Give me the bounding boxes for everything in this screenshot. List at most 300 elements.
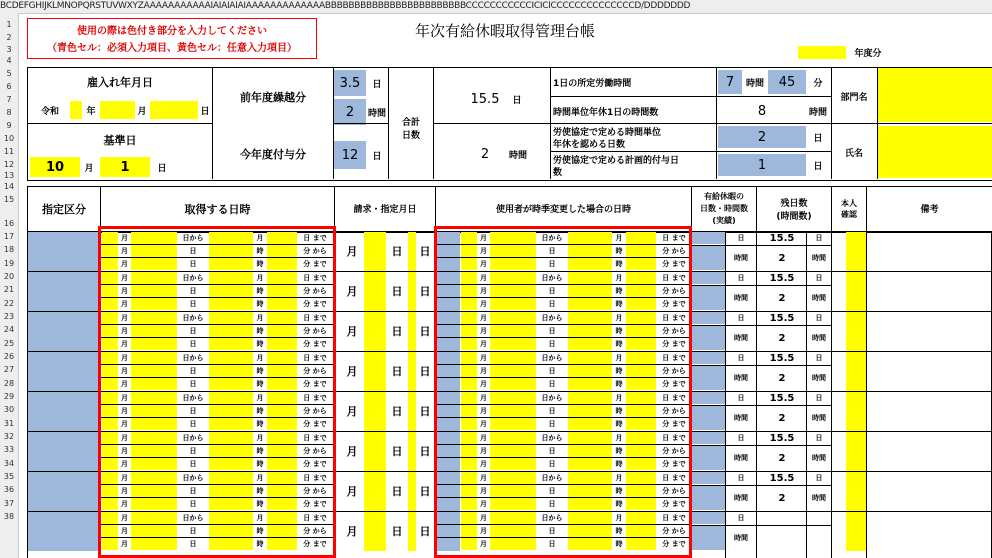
remaining-days-unit: 日 [815, 394, 823, 402]
actual-days-unit: 日 [737, 234, 745, 242]
changed-label: 分 から [662, 366, 686, 375]
row-number: 7 [6, 95, 12, 104]
total-hours-unit: 時間 [508, 150, 527, 161]
acquired-label: 月 [256, 273, 264, 282]
grid-line [691, 485, 831, 486]
actual-days-input[interactable] [692, 472, 725, 484]
requested-day-unit: 日 [419, 445, 431, 458]
requested-day-input[interactable] [408, 512, 416, 551]
changed-label: 時 [615, 420, 623, 429]
remaining-hours-value: 2 [778, 452, 786, 464]
grid-line [691, 365, 831, 366]
header-requested: 請求・指定月日 [353, 205, 417, 215]
requested-month-input[interactable] [364, 512, 386, 551]
changed-label: 時 [615, 460, 623, 469]
changed-label: 月 [480, 246, 487, 255]
planned-label-1: 労使協定で定める計画的付与日 [553, 155, 680, 165]
acquired-label: 月 [121, 340, 128, 349]
acquired-label: 分 まで [303, 300, 327, 309]
requested-day-input[interactable] [408, 232, 416, 271]
actual-hours-unit: 時間 [734, 294, 748, 302]
grid-line [691, 325, 831, 326]
grid-line [691, 405, 831, 406]
dept-label: 部門名 [840, 92, 868, 103]
requested-day-label: 日 [391, 325, 403, 338]
changed-label: 時 [615, 340, 623, 349]
designation-input[interactable] [28, 512, 100, 551]
changed-label: 日から [541, 393, 563, 402]
hire-era-input[interactable] [70, 101, 82, 119]
changed-label: 日 [548, 326, 556, 335]
confirm-input[interactable] [846, 472, 866, 511]
this-days-input[interactable]: 12 [334, 141, 366, 169]
acquired-label: 時 [256, 286, 264, 295]
acquired-label: 日から [182, 273, 204, 282]
header-acquired: 取得する日時 [184, 202, 251, 216]
acquired-label: 月 [121, 500, 128, 509]
requested-month-label: 月 [346, 405, 358, 418]
changed-label: 分 まで [662, 420, 686, 429]
row-number: 6 [6, 82, 12, 91]
row-number: 36 [3, 485, 15, 494]
row-number: 9 [6, 121, 12, 130]
acquired-label: 日 [189, 340, 197, 349]
requested-day-label: 日 [391, 405, 403, 418]
row-number: 15 [3, 195, 15, 204]
actual-hours-input[interactable] [692, 246, 725, 270]
year-label: 年 [86, 106, 96, 117]
acquired-label: 日 [189, 420, 197, 429]
grid-line [756, 231, 757, 558]
acquired-label: 時 [256, 246, 264, 255]
changed-label: 月 [480, 500, 487, 509]
base-month-label: 月 [84, 163, 94, 174]
remaining-days-value: 15.5 [769, 392, 795, 404]
remaining-days-value: 15.5 [769, 272, 795, 284]
changed-label: 月 [480, 260, 487, 269]
acquired-label: 月 [121, 246, 128, 255]
row-number: 11 [3, 147, 15, 156]
total-label-1: 合計 [401, 117, 420, 128]
actual-days-unit: 日 [737, 434, 745, 442]
changed-label: 分 から [662, 486, 686, 495]
acquired-label: 月 [121, 286, 128, 295]
base-month-input[interactable]: 10 [30, 157, 80, 177]
actual-days-input[interactable] [692, 352, 725, 364]
changed-label: 月 [615, 313, 623, 322]
acquired-label: 日 [189, 260, 197, 269]
changed-label: 日 [548, 500, 556, 509]
requested-month-input[interactable] [364, 352, 386, 391]
requested-day-input[interactable] [408, 392, 416, 431]
grid-line [691, 525, 831, 526]
requested-month-input[interactable] [364, 392, 386, 431]
changed-label: 月 [615, 273, 623, 282]
row-number: 28 [3, 379, 15, 388]
confirm-input[interactable] [846, 232, 866, 271]
acquired-label: 日 まで [303, 233, 327, 242]
changed-label: 分 まで [662, 460, 686, 469]
row-number: 14 [3, 182, 15, 191]
acquired-label: 時 [256, 446, 264, 455]
work-hours-unit: 時間 [745, 78, 764, 89]
requested-day-label: 日 [391, 445, 403, 458]
actual-hours-unit: 時間 [734, 454, 748, 462]
this-days-unit: 日 [372, 151, 382, 162]
designation-input[interactable] [28, 312, 100, 351]
base-day-label: 日 [157, 163, 167, 174]
changed-label: 時 [615, 540, 623, 549]
actual-hours-input[interactable] [692, 486, 725, 510]
requested-month-input[interactable] [364, 312, 386, 351]
header-remaining-2: (時間数) [776, 211, 812, 221]
changed-label: 月 [480, 313, 487, 322]
row-number: 29 [3, 392, 15, 401]
acquired-label: 日 [189, 460, 197, 469]
changed-label: 月 [615, 433, 623, 442]
requested-month-input[interactable] [364, 472, 386, 511]
actual-hours-input[interactable] [692, 406, 725, 430]
changed-label: 月 [480, 393, 487, 402]
confirm-input[interactable] [846, 352, 866, 391]
acquired-label: 日 まで [303, 433, 327, 442]
row-number: 19 [3, 259, 15, 268]
acquired-label: 月 [121, 513, 128, 522]
actual-days-input[interactable] [692, 272, 725, 284]
header-confirm-2: 確認 [841, 210, 857, 219]
row-number: 35 [3, 472, 15, 481]
changed-label: 日 [548, 446, 556, 455]
dept-input[interactable] [878, 68, 992, 122]
row-number: 1 [6, 20, 12, 29]
remaining-days-unit: 日 [815, 354, 823, 362]
work-minutes-unit: 分 [813, 78, 823, 89]
requested-day-label: 日 [391, 245, 403, 258]
acquired-label: 日から [182, 433, 204, 442]
row-header [0, 13, 19, 558]
designation-input[interactable] [28, 232, 100, 271]
acquired-label: 日 [189, 286, 197, 295]
total-days-unit: 日 [512, 95, 522, 106]
designation-input[interactable] [28, 352, 100, 391]
changed-label: 月 [480, 513, 487, 522]
hire-date-label: 雇入れ年月日 [87, 76, 153, 89]
base-day-input[interactable]: 1 [100, 157, 150, 177]
acquired-label: 月 [121, 353, 128, 362]
acquired-label: 日 [189, 380, 197, 389]
changed-label: 日 [548, 340, 556, 349]
changed-label: 日 [548, 300, 556, 309]
acquired-label: 分 まで [303, 340, 327, 349]
confirm-input[interactable] [846, 312, 866, 351]
requested-day-input[interactable] [408, 432, 416, 471]
acquired-label: 日から [182, 233, 204, 242]
actual-days-unit: 日 [737, 314, 745, 322]
requested-day-input[interactable] [408, 352, 416, 391]
planned-input[interactable]: 1 [718, 154, 806, 176]
prev-hours-unit: 時間 [367, 108, 386, 119]
name-input[interactable] [878, 126, 992, 178]
changed-label: 月 [615, 233, 623, 242]
changed-label: 日から [541, 513, 563, 522]
actual-days-input[interactable] [692, 512, 725, 524]
remaining-hours-value: 2 [778, 252, 786, 264]
changed-label: 日 [548, 420, 556, 429]
acquired-label: 時 [256, 486, 264, 495]
header-remarks: 備考 [920, 205, 939, 215]
acquired-label: 日 [189, 366, 197, 375]
row-number: 24 [3, 325, 15, 334]
acquired-label: 分 まで [303, 260, 327, 269]
changed-label: 時 [615, 260, 623, 269]
prev-hours-input[interactable]: 2 [334, 99, 366, 125]
row-number: 2 [6, 33, 12, 42]
acquired-label: 月 [121, 473, 128, 482]
requested-month-input[interactable] [364, 432, 386, 471]
work-minutes-input[interactable]: 45 [768, 70, 806, 94]
confirm-input[interactable] [846, 392, 866, 431]
row-number: 26 [3, 352, 15, 361]
acquired-label: 分 から [303, 526, 327, 535]
work-hours-label: 1日の所定労働時間 [553, 78, 632, 89]
acquired-label: 日 まで [303, 513, 327, 522]
header-remaining-1: 残日数 [780, 198, 808, 208]
acquired-label: 日 [189, 406, 197, 415]
changed-label: 日から [541, 473, 563, 482]
agreement-days-unit: 日 [813, 133, 823, 144]
actual-hours-input[interactable] [692, 326, 725, 350]
requested-day-label: 日 [391, 365, 403, 378]
actual-days-input[interactable] [692, 392, 725, 404]
acquired-label: 月 [121, 393, 128, 402]
grid-line [691, 445, 831, 446]
changed-label: 時 [615, 246, 623, 255]
actual-days-unit: 日 [737, 394, 745, 402]
remaining-days-unit: 日 [815, 434, 823, 442]
changed-label: 月 [480, 473, 487, 482]
acquired-label: 日 [189, 246, 197, 255]
total-label-2: 日数 [401, 130, 420, 141]
requested-month-label: 月 [346, 525, 358, 538]
row-number: 32 [3, 432, 15, 441]
changed-label: 月 [480, 526, 487, 535]
grid-line [691, 245, 831, 246]
acquired-label: 日 まで [303, 353, 327, 362]
requested-day-input[interactable] [408, 472, 416, 511]
changed-label: 月 [480, 420, 487, 429]
changed-label: 月 [480, 540, 487, 549]
changed-label: 月 [480, 433, 487, 442]
row-number: 37 [3, 499, 15, 508]
acquired-label: 日から [182, 313, 204, 322]
agreement-days-input[interactable]: 2 [718, 126, 806, 148]
changed-label: 日 [548, 460, 556, 469]
planned-label-2: 数 [553, 167, 563, 177]
acquired-label: 分 から [303, 366, 327, 375]
work-hours-input[interactable]: 7 [718, 70, 742, 94]
remaining-days-value: 15.5 [769, 432, 795, 444]
changed-label: 月 [480, 286, 487, 295]
acquired-label: 月 [121, 260, 128, 269]
requested-day-label: 日 [391, 525, 403, 538]
header-designation: 指定区分 [42, 202, 86, 216]
acquired-label: 日 まで [303, 313, 327, 322]
prev-carryover-label: 前年度繰越分 [240, 91, 306, 104]
changed-label: 月 [480, 460, 487, 469]
remaining-days-unit: 日 [815, 474, 823, 482]
requested-month-label: 月 [346, 245, 358, 258]
acquired-label: 時 [256, 260, 264, 269]
row-number: 16 [3, 219, 15, 228]
total-days-value: 15.5 [470, 91, 500, 107]
fiscal-year-suffix: 年度分 [854, 49, 882, 59]
changed-label: 月 [480, 353, 487, 362]
actual-hours-input[interactable] [692, 526, 725, 550]
changed-label: 日から [541, 433, 563, 442]
remaining-hours-value: 2 [778, 372, 786, 384]
changed-label: 日 [548, 260, 556, 269]
acquired-label: 日から [182, 473, 204, 482]
changed-label: 月 [480, 406, 487, 415]
changed-label: 時 [615, 486, 623, 495]
requested-day-input[interactable] [408, 272, 416, 311]
changed-label: 月 [615, 513, 623, 522]
designation-input[interactable] [28, 472, 100, 511]
day-label: 日 [200, 106, 210, 117]
changed-label: 分 から [662, 246, 686, 255]
grid-line [831, 231, 832, 558]
changed-label: 日から [541, 313, 563, 322]
header-changed: 使用者が時季変更した場合の日時 [495, 205, 631, 215]
acquired-label: 月 [256, 513, 264, 522]
designation-input[interactable] [28, 432, 100, 471]
fiscal-year-input[interactable] [798, 46, 846, 59]
remaining-hours-unit: 時間 [812, 414, 826, 422]
hire-month-input[interactable] [150, 101, 198, 119]
header-actual-1: 有給休暇の [704, 191, 744, 201]
acquired-label: 日 [189, 446, 197, 455]
requested-month-label: 月 [346, 485, 358, 498]
acquired-label: 日 まで [303, 473, 327, 482]
changed-label: 日 [548, 380, 556, 389]
acquired-label: 月 [121, 300, 128, 309]
requested-day-input[interactable] [408, 312, 416, 351]
row-number: 21 [3, 285, 15, 294]
acquired-label: 月 [121, 526, 128, 535]
actual-hours-unit: 時間 [734, 414, 748, 422]
acquired-label: 分 まで [303, 380, 327, 389]
changed-label: 日 まで [662, 433, 686, 442]
changed-label: 時 [615, 326, 623, 335]
acquired-label: 月 [121, 540, 128, 549]
changed-label: 時 [615, 366, 623, 375]
changed-label: 月 [480, 380, 487, 389]
row-number: 27 [3, 365, 15, 374]
total-hours-value: 2 [480, 146, 490, 162]
acquired-label: 月 [256, 233, 264, 242]
acquired-label: 時 [256, 420, 264, 429]
acquired-label: 月 [256, 433, 264, 442]
hire-year-input[interactable] [100, 101, 135, 119]
remaining-hours-value: 2 [778, 412, 786, 424]
changed-label: 分 まで [662, 300, 686, 309]
changed-label: 日 まで [662, 313, 686, 322]
actual-hours-input[interactable] [692, 366, 725, 390]
remaining-days-unit: 日 [815, 234, 823, 242]
prev-days-input[interactable]: 3.5 [334, 70, 366, 96]
designation-input[interactable] [28, 392, 100, 431]
remaining-days-unit: 日 [815, 314, 823, 322]
changed-label: 時 [615, 446, 623, 455]
actual-days-unit: 日 [737, 354, 745, 362]
acquired-label: 月 [121, 380, 128, 389]
requested-month-input[interactable] [364, 272, 386, 311]
changed-label: 分 まで [662, 340, 686, 349]
requested-day-unit: 日 [419, 525, 431, 538]
changed-label: 分 から [662, 406, 686, 415]
changed-label: 日 [548, 540, 556, 549]
row-number: 12 [3, 160, 15, 169]
actual-days-input[interactable] [692, 312, 725, 324]
confirm-input[interactable] [846, 432, 866, 471]
row-number: 18 [3, 245, 15, 254]
confirm-input[interactable] [846, 512, 866, 551]
grid-line [806, 231, 807, 558]
changed-label: 時 [615, 526, 623, 535]
changed-label: 月 [480, 233, 487, 242]
acquired-label: 分 から [303, 486, 327, 495]
actual-hours-input[interactable] [692, 286, 725, 310]
agreement-days-label-1: 労使協定で定める時間単位 [553, 127, 662, 137]
row-number: 10 [3, 134, 15, 143]
changed-label: 月 [615, 473, 623, 482]
actual-days-input[interactable] [692, 432, 725, 444]
acquired-label: 日 [189, 526, 197, 535]
actual-days-input[interactable] [692, 232, 725, 244]
column-header: BCDEFGHIJKLMNOPQRSTUVWXYZAAAAAAAAAAAIAIAIAIAIAAAAAAAAAAAAABBBBBBBBBBBBBBBBBBBBBBBBCCCCCCCCCCCICICICCCCCCCCCCCCCCD/DDDDDDD [0, 0, 992, 14]
changed-label: 時 [615, 300, 623, 309]
actual-hours-input[interactable] [692, 446, 725, 470]
acquired-label: 日から [182, 513, 204, 522]
changed-label: 日から [541, 273, 563, 282]
remaining-days-value: 15.5 [769, 232, 795, 244]
acquired-label: 月 [121, 326, 128, 335]
remaining-hours-value: 2 [778, 292, 786, 304]
requested-month-input[interactable] [364, 232, 386, 271]
actual-days-unit: 日 [737, 514, 745, 522]
designation-input[interactable] [28, 272, 100, 311]
remaining-hours-unit: 時間 [812, 374, 826, 382]
remaining-days-value: 15.5 [769, 312, 795, 324]
acquired-label: 日から [182, 353, 204, 362]
acquired-label: 時 [256, 526, 264, 535]
remaining-hours-value: 2 [778, 332, 786, 344]
row-number: 13 [3, 171, 15, 180]
acquired-label: 分 まで [303, 420, 327, 429]
confirm-input[interactable] [846, 272, 866, 311]
actual-hours-unit: 時間 [734, 494, 748, 502]
requested-day-unit: 日 [419, 365, 431, 378]
changed-label: 時 [615, 500, 623, 509]
remaining-days-value: 15.5 [769, 472, 795, 484]
grid-line [725, 231, 726, 558]
requested-month-label: 月 [346, 325, 358, 338]
changed-label: 月 [480, 273, 487, 282]
changed-label: 月 [615, 393, 623, 402]
acquired-label: 分 から [303, 246, 327, 255]
remaining-days-unit: 日 [815, 274, 823, 282]
changed-label: 日から [541, 233, 563, 242]
